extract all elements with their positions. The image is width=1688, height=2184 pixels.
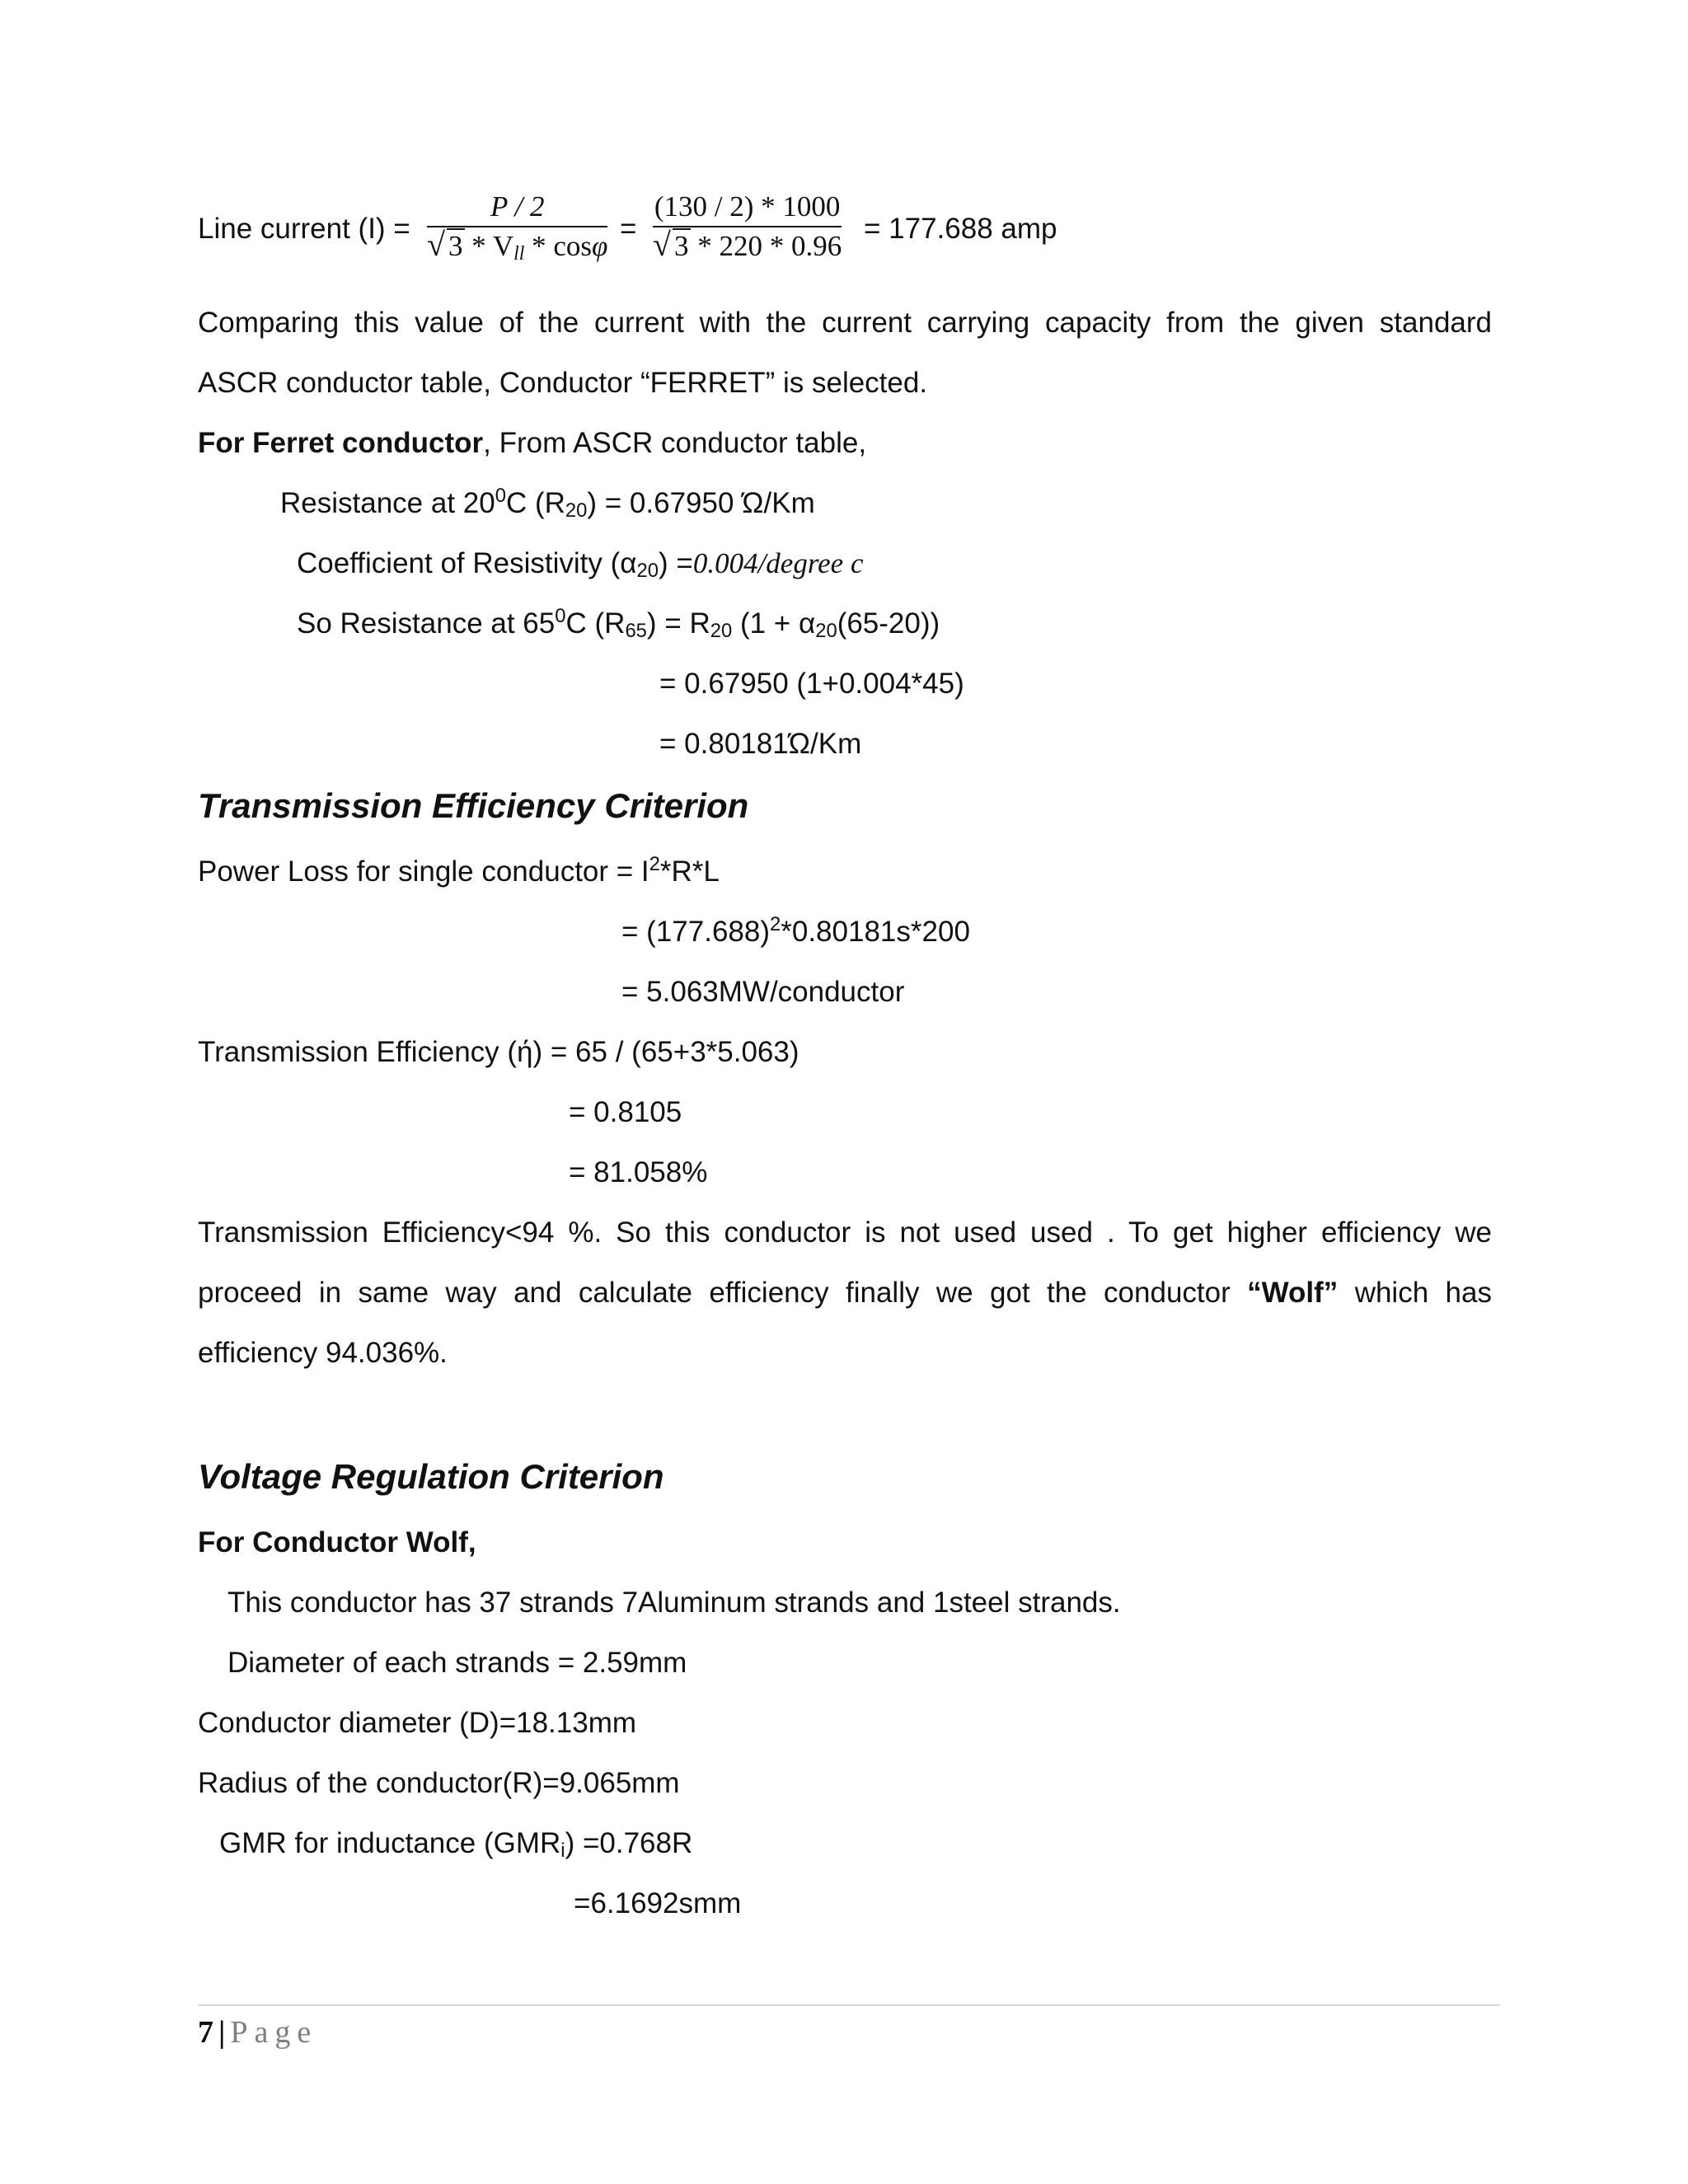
paragraph-line: proceed in same way and calculate efficiency finally we got the conductor “Wolf” which has <box>198 1277 1492 1309</box>
resistance-step-2: = 0.80181Ώ/Km <box>659 728 862 760</box>
ferret-intro: For Ferret conductor, From ASCR conductor table, <box>198 427 867 459</box>
line-current-equals: = <box>620 213 637 245</box>
paragraph-line: Transmission Efficiency<94 %. So this conductor is not used used . To get higher efficiency we <box>198 1216 1492 1249</box>
power-loss-step-1: = $(177.688)^2*0.80181s*200$ <box>621 912 970 948</box>
line-current-label: Line current (I) = <box>198 213 410 245</box>
resistance-step-1: = 0.67950 (1+0.004*45) <box>659 668 964 700</box>
gmr-inductance: GMR for inductance $(GMR_i) =0.768R$ <box>219 1827 693 1863</box>
line-current-fraction-1 <box>427 188 607 265</box>
fraction-denominator: √ $3 * V_{ll}$ * cosφ <box>427 227 607 265</box>
footer-divider <box>198 2004 1500 2006</box>
gmr-result: =6.1692smm <box>574 1887 742 1919</box>
footer-separator: | <box>218 2015 226 2050</box>
power-loss-step-2: = 5.063MW/conductor <box>621 976 905 1008</box>
strands-info: This conductor has 37 strands 7Aluminum strands and 1steel strands. <box>227 1586 1121 1619</box>
efficiency-step-2: = 81.058% <box>569 1156 708 1188</box>
power-loss: Power Loss for single conductor = $I^2*R*L$ <box>198 852 720 888</box>
section-heading-voltage: Voltage Regulation Criterion <box>198 1457 664 1496</box>
efficiency-step-1: = 0.8105 <box>569 1096 682 1128</box>
coefficient-resistivity: Coefficient of Resistivity $(\alpha_{20})$ =0.004/degree c <box>297 547 864 583</box>
conductor-radius: Radius of the conductor(R)=9.065mm <box>198 1767 680 1799</box>
line-current-result: = 177.688 amp <box>864 213 1057 245</box>
page-number: 7 <box>198 2015 213 2050</box>
resistance-65: So Resistance at $65^0C$ $(R_{65}) = R_{20}$ $(1 + \alpha_{20}(65-20))$ <box>297 604 940 643</box>
section-heading-transmission: Transmission Efficiency Criterion <box>198 786 749 825</box>
resistance-20: Resistance at $20^0C$ $(R_{20}) = 0.67950$ Ώ/Km <box>280 484 815 523</box>
line-current-fraction-2 <box>653 188 842 265</box>
page-label: Page <box>230 2015 318 2050</box>
paragraph-line: Comparing this value of the current with the current carrying capacity from the given standard <box>198 307 1492 339</box>
page-footer <box>198 2014 317 2050</box>
paragraph-line: ASCR conductor table, Conductor “FERRET” is selected. <box>198 367 928 399</box>
conductor-name-wolf: “Wolf” <box>1247 1277 1339 1309</box>
conductor-diameter: Conductor diameter (D)=18.13mm <box>198 1707 637 1739</box>
paragraph-line: efficiency 94.036%. <box>198 1337 448 1369</box>
fraction-denominator: √ 3 * 220 * 0.96 <box>653 227 842 265</box>
strand-diameter: Diameter of each strands = 2.59mm <box>227 1647 687 1679</box>
fraction-numerator: (130 / 2) * 1000 <box>654 190 841 223</box>
ferret-heading: For Ferret conductor <box>198 427 484 459</box>
wolf-subheading: For Conductor Wolf, <box>198 1526 476 1558</box>
fraction-numerator: P / 2 <box>490 190 545 223</box>
transmission-efficiency: Transmission Efficiency (ή) = 65 / (65+3*5.063) <box>198 1036 799 1068</box>
